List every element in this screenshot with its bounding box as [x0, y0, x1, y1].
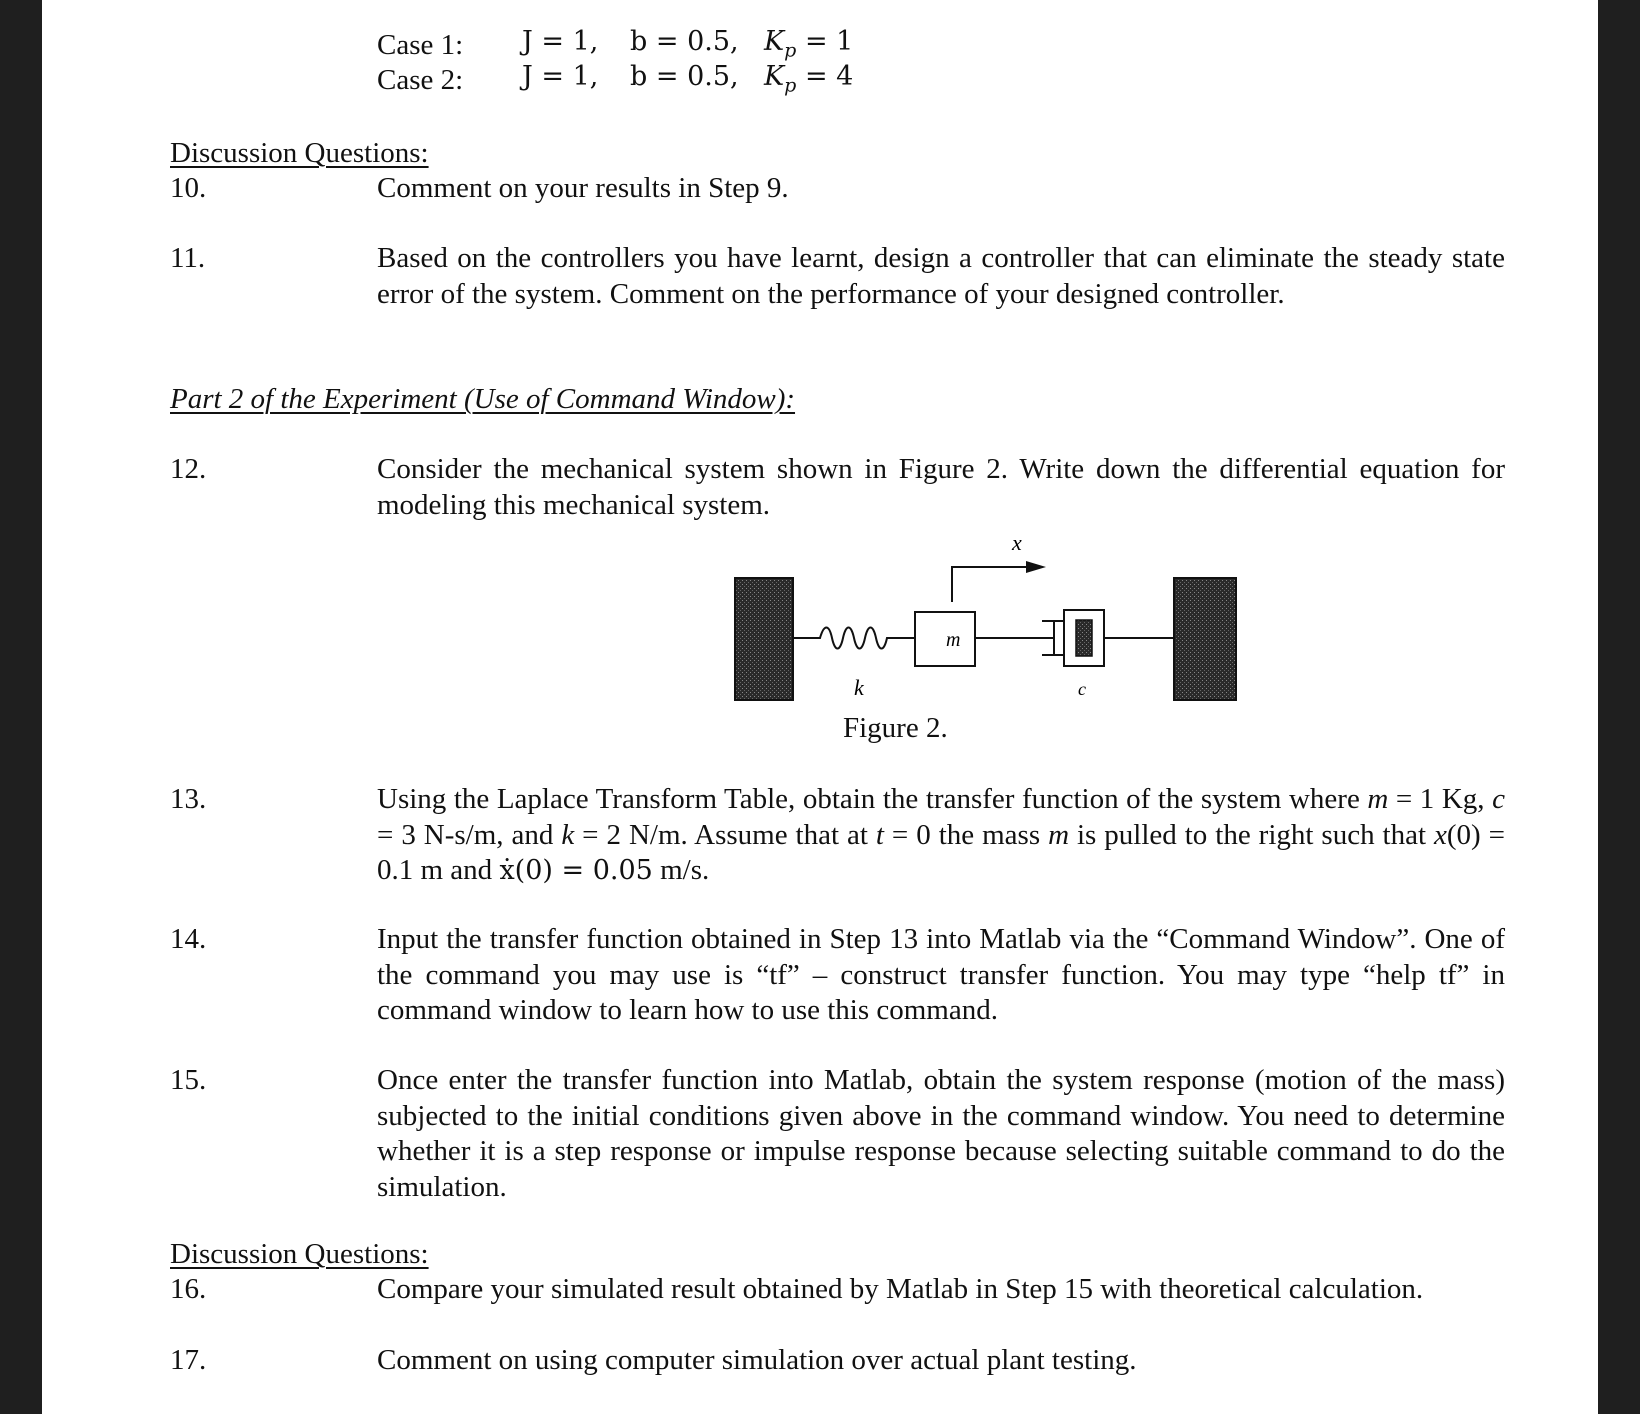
- case-2-k-value: = 4: [804, 61, 854, 92]
- case-1-k-value: = 1: [804, 26, 854, 57]
- case-1-k-symbol: K: [764, 26, 785, 57]
- question-16-number: 16.: [170, 1273, 207, 1305]
- q13-xdot-expression: ẋ(0) = 0.05: [499, 855, 653, 886]
- question-14-text: Input the transfer function obtained in Step 13 into Matlab via the “Command Window”. One of the command you may use is “tf” – construct transfer function. You may type “help tf” in command window to learn how to use this command.: [377, 923, 1505, 1026]
- document-page: [42, 0, 1598, 1414]
- case-2-b: b = 0.5,: [630, 61, 739, 92]
- displacement-arrow: [952, 567, 1032, 602]
- question-10-number: 10.: [170, 172, 207, 204]
- case-1-kp: [764, 26, 853, 61]
- q13-part: = 0 the mass: [883, 818, 1049, 851]
- question-13-text: [377, 782, 1505, 889]
- figure-2-diagram: [682, 520, 1242, 720]
- q13-part: = 1 Kg,: [1388, 783, 1493, 815]
- question-17-number: 17.: [170, 1344, 207, 1376]
- discussion-heading-1: Discussion Questions:: [170, 137, 429, 169]
- q13-var-c: c: [1492, 783, 1505, 815]
- case-2-label: Case 2:: [377, 64, 464, 96]
- question-12-number: 12.: [170, 453, 207, 485]
- case-1-j: J = 1,: [522, 26, 599, 57]
- q13-part: = 2 N/m. Assume that at: [574, 818, 876, 851]
- question-15-number: 15.: [170, 1064, 207, 1096]
- x-label: x: [1012, 530, 1022, 555]
- question-11-text: Based on the controllers you have learnt, design a controller that can eliminate the steady state error of the system. Comment on the performance of your designed controller.: [377, 242, 1505, 310]
- q13-var-m: m: [1367, 783, 1389, 815]
- c-label: c: [1078, 679, 1086, 699]
- mass-block: [915, 612, 975, 666]
- right-wall: [1174, 578, 1236, 700]
- case-2-k-symbol: K: [764, 61, 785, 92]
- q13-part: Using the Laplace Transform Table, obtain the transfer function of the system where: [377, 783, 1368, 815]
- question-13-number: 13.: [170, 783, 207, 815]
- m-label: m: [946, 629, 961, 651]
- discussion-heading-2: Discussion Questions:: [170, 1238, 429, 1270]
- case-1-k-subscript: p: [784, 39, 797, 62]
- question-15-text: Once enter the transfer function into Matlab, obtain the system response (motion of the mass) subjected to the initial conditions given above in the command window. You need to determine whether it is a step response or impulse response because selecting suitable command to do the simulation.: [377, 1064, 1505, 1203]
- q13-part: (0) = 0.1 m and: [377, 818, 1505, 886]
- case-2-j: J = 1,: [522, 61, 599, 92]
- case-1-b: b = 0.5,: [630, 26, 739, 57]
- question-14-number: 14.: [170, 923, 207, 955]
- q13-part: m/s.: [652, 854, 710, 886]
- k-label: k: [854, 675, 864, 700]
- q13-part: is pulled to the right such that: [1069, 818, 1434, 851]
- question-16-text: Compare your simulated result obtained by Matlab in Step 15 with theoretical calculation.: [377, 1273, 1424, 1305]
- q13-var-t: t: [875, 818, 884, 851]
- q13-var-k: k: [561, 818, 575, 851]
- case-2-kp: [764, 61, 853, 96]
- spring: [793, 628, 915, 649]
- question-17-text: Comment on using computer simulation over actual plant testing.: [377, 1344, 1137, 1376]
- question-12-text: Consider the mechanical system shown in Figure 2. Write down the differential equation for modeling this mechanical system.: [377, 453, 1505, 521]
- q13-var-m: m: [1048, 818, 1070, 851]
- question-11-number: 11.: [170, 242, 206, 274]
- left-wall: [735, 578, 793, 700]
- case-1-label: Case 1:: [377, 29, 464, 61]
- question-10-text: Comment on your results in Step 9.: [377, 172, 789, 204]
- q13-part: = 3 N-s/m, and: [377, 818, 562, 851]
- q13-var-x: x: [1433, 818, 1447, 851]
- case-2-k-subscript: p: [784, 74, 797, 97]
- figure-2-caption: Figure 2.: [843, 712, 948, 744]
- part-2-heading: Part 2 of the Experiment (Use of Command Window):: [170, 383, 796, 415]
